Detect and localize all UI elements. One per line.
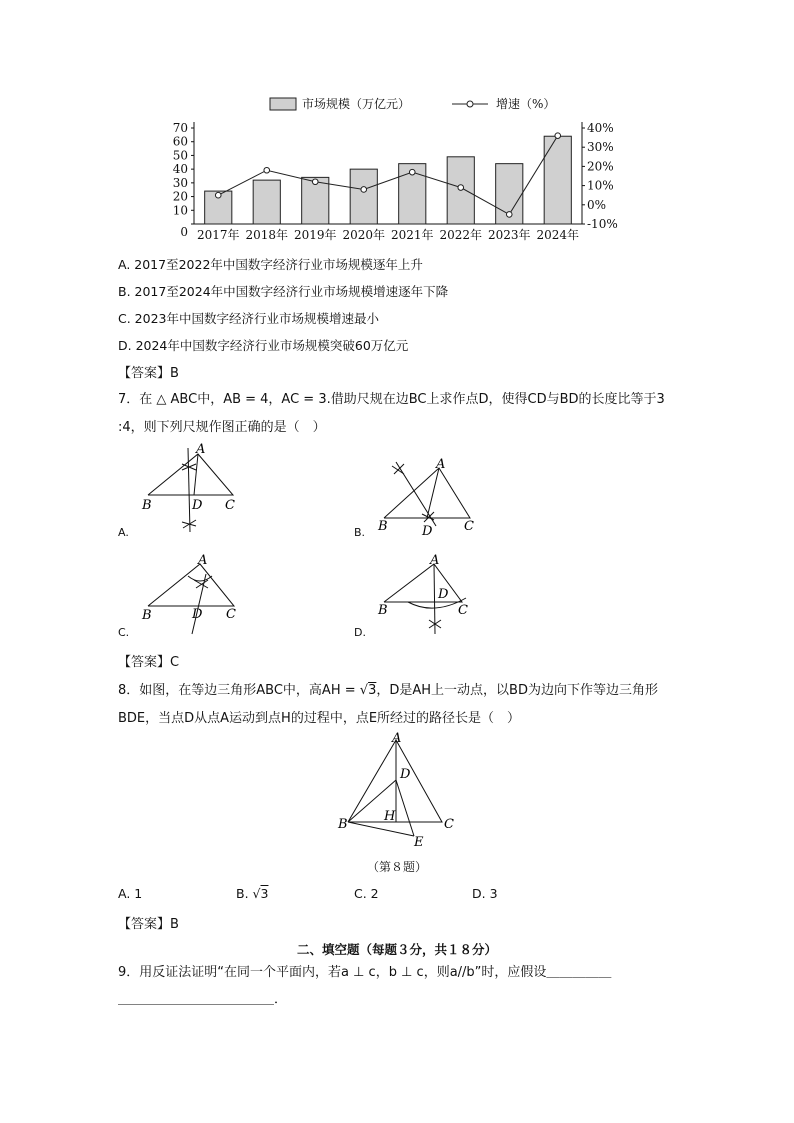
q7-option-a: A.: [118, 526, 129, 539]
q8-option-b: [236, 886, 268, 901]
q7d-label-a: A: [430, 553, 440, 568]
q8-text-a: 8．如图，在等边三角形ABC中，高AH =: [118, 683, 360, 698]
left-tick-label: 0: [180, 225, 188, 239]
right-tick-label: 40%: [587, 121, 614, 135]
q6-option-b: B. 2017至2024年中国数字经济行业市场规模增速逐年下降: [118, 284, 449, 299]
left-tick-label: 10: [172, 203, 188, 218]
q7-figure-a: [138, 440, 248, 535]
x-tick-label: 2022年: [439, 228, 483, 242]
q6-option-a: A. 2017至2022年中国数字经济行业市场规模逐年上升: [118, 257, 423, 272]
x-tick-label: 2019年: [293, 228, 337, 242]
chart-legend: [270, 96, 555, 111]
q8-option-b-prefix: B.: [236, 886, 253, 901]
left-tick-label: 70: [172, 121, 188, 135]
q7b-label-d: D: [422, 524, 433, 539]
x-tick-label: 2021年: [390, 228, 434, 242]
left-tick-label: 60: [172, 134, 188, 149]
q8-option-b-sqrt-sign: √: [252, 886, 261, 901]
market-chart: [150, 92, 620, 250]
right-tick-label: 10%: [587, 178, 614, 193]
q7-figure-c: [138, 552, 248, 637]
section-title: 二、填空题（每题３分，共１８分）: [296, 942, 497, 957]
left-tick-label: 40: [172, 162, 188, 177]
q8-label-c: C: [444, 817, 454, 832]
right-tick-label: 20%: [587, 159, 614, 174]
q8-sqrt-sign: √: [359, 683, 369, 698]
bar: [544, 136, 571, 224]
left-tick-label: 50: [172, 148, 188, 163]
q8-figure: [336, 728, 466, 853]
q7b-label-a: A: [436, 457, 446, 472]
x-tick-label: 2023年: [487, 228, 531, 242]
q6-option-d: D. 2024年中国数字经济行业市场规模突破60万亿元: [118, 338, 409, 353]
q8-text-line1: [118, 679, 658, 698]
legend-bar-swatch: [270, 98, 296, 110]
legend-line-marker: [467, 101, 473, 107]
bar: [350, 169, 377, 224]
legend-line-label: 增速（%）: [496, 97, 556, 111]
growth-point: [458, 185, 464, 191]
q8-label-d: D: [400, 767, 411, 782]
q8-option-c: C. 2: [354, 886, 379, 901]
q8-label-a: A: [392, 731, 402, 746]
growth-point: [361, 187, 367, 193]
q7a-label-b: B: [142, 498, 152, 513]
q7a-label-a: A: [196, 442, 206, 457]
q7b-label-b: B: [378, 519, 388, 534]
right-tick-label: 30%: [587, 140, 614, 155]
q8-sqrt-value: 3: [368, 683, 377, 698]
q9-text-line1: 9．用反证法证明“在同一个平面内，若a ⊥ c，b ⊥ c，则a//b”时，应假设＿＿＿＿＿: [118, 965, 612, 980]
growth-point: [312, 179, 318, 185]
growth-point: [215, 192, 221, 198]
q7c-label-d: D: [192, 607, 203, 622]
growth-point: [506, 212, 512, 218]
q8-text-b: ，D是AH上一动点，以BD为边向下作等边三角形: [376, 683, 658, 698]
right-tick-label: 0%: [587, 197, 607, 212]
left-tick-label: 20: [172, 189, 188, 204]
q7-answer: 【答案】C: [118, 655, 180, 670]
q7-text-line1: 7．在 △ ABC中，AB = 4，AC = 3.借助尺规在边BC上求作点D，使得CD与BD的长度比等于3: [118, 392, 665, 407]
left-tick-label: 30: [172, 175, 188, 190]
q8-option-d: D. 3: [472, 886, 498, 901]
q8-text-line2: BDE，当点D从点A运动到点H的过程中，点E所经过的路径长是（ ）: [118, 711, 521, 726]
q6-option-c: C. 2023年中国数字经济行业市场规模增速最小: [118, 311, 379, 326]
legend-bar-label: 市场规模（万亿元）: [302, 97, 411, 111]
q8-figure-caption: （第８题）: [366, 860, 427, 874]
q8-label-h: H: [384, 809, 396, 824]
x-tick-label: 2024年: [536, 228, 580, 242]
q7b-label-c: C: [464, 519, 474, 534]
q7d-label-c: C: [458, 603, 468, 618]
q6-answer: 【答案】B: [118, 366, 179, 381]
q7-option-c: C.: [118, 626, 130, 639]
q7-text-line2: :4，则下列尺规作图正确的是（ ）: [118, 420, 326, 435]
q7a-label-d: D: [192, 498, 203, 513]
q7-option-b: B.: [354, 526, 366, 539]
q7c-label-a: A: [198, 553, 208, 568]
q8-option-a: A. 1: [118, 886, 143, 901]
q7-figure-b: [374, 456, 484, 541]
bar: [253, 180, 280, 224]
q8-label-b: B: [338, 817, 348, 832]
q7d-label-b: B: [378, 603, 388, 618]
x-tick-label: 2018年: [245, 228, 289, 242]
q8-label-e: E: [414, 835, 424, 850]
growth-point: [555, 133, 561, 139]
growth-point: [264, 167, 270, 173]
q7d-label-d: D: [438, 587, 449, 602]
q8-answer: 【答案】B: [118, 917, 179, 932]
q7-figure-d: [374, 552, 484, 637]
q8-option-b-sqrt-value: 3: [260, 886, 269, 901]
x-tick-label: 2020年: [342, 228, 386, 242]
q7c-label-c: C: [226, 607, 236, 622]
q7-option-d: D.: [354, 626, 366, 639]
right-tick-label: -10%: [587, 217, 618, 231]
growth-point: [409, 169, 415, 175]
q7a-label-c: C: [225, 498, 235, 513]
x-tick-label: 2017年: [196, 228, 240, 242]
q9-text-line2: ＿＿＿＿＿＿＿＿＿＿＿＿．: [118, 992, 288, 1007]
q7c-label-b: B: [142, 608, 152, 623]
